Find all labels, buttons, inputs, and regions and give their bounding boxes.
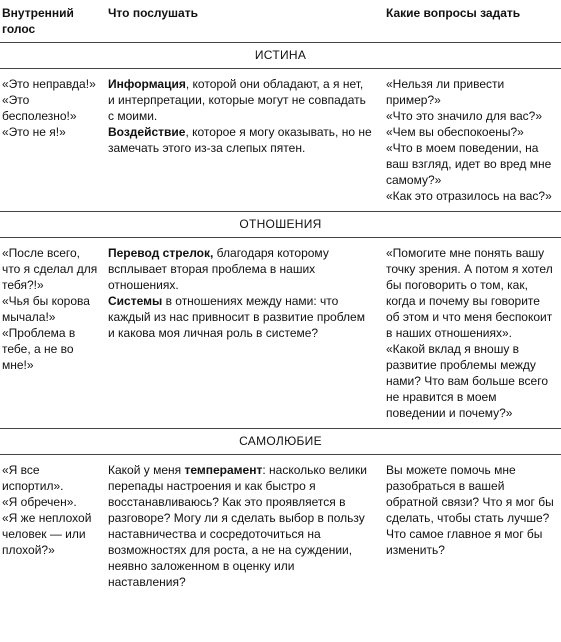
header-inner-voice: Внутренний голос [0, 0, 104, 43]
section-title-row-self-esteem [0, 429, 561, 455]
ask-question: Вы можете помочь мне разобраться в вашей обратной связи? Что я мог бы сделать, чтобы стать лучше? Что самое главное я мог бы изменить? [386, 463, 554, 557]
section-title-relationships: ОТНОШЕНИЯ [0, 212, 561, 238]
section-title-row-relationships [0, 212, 561, 238]
ask-question: «Как это отразилось на вас?» [386, 189, 552, 203]
ask-cell-self-esteem [380, 455, 561, 598]
inner-voice-quote: «После всего, что я сделал для тебя?!» [2, 246, 98, 292]
section-body-row-relationships [0, 238, 561, 429]
listen-cell-relationships [104, 238, 380, 429]
listen-text: , которой они обладают, а я нет, и интерпретации, которые могут не совпадать с моими. [108, 77, 366, 123]
section-title-self-esteem: САМОЛЮБИЕ [0, 429, 561, 455]
inner-voice-quote: «Я же неплохой человек — или плохой?» [2, 511, 92, 557]
inner-voice-quote: «Это не я!» [2, 125, 66, 139]
listen-keyword: Информация [108, 77, 186, 91]
ask-question: «Что в моем поведении, на ваш взгляд, идет во вред мне самому?» [386, 141, 552, 187]
ask-question: «Помогите мне понять вашу точку зрения. А потом я хотел бы поговорить о том, как, когда и почему вы говорите об этом и что меня беспокоит в наших отношениях». [386, 246, 553, 340]
ask-cell-relationships [380, 238, 561, 429]
listen-text-prefix: Какой у меня [108, 463, 185, 477]
inner-voice-quote: «Я обречен». [2, 495, 77, 509]
listen-paragraph [108, 462, 372, 590]
listen-keyword: Перевод стрелок, [108, 246, 214, 260]
listen-keyword: темперамент [184, 463, 263, 477]
header-what-to-ask: Какие вопросы задать [380, 0, 561, 43]
ask-question: «Чем вы обеспокоены?» [386, 125, 524, 139]
section-title-row-truth [0, 43, 561, 69]
inner-voice-quote: «Это неправда!» [2, 77, 96, 91]
listen-paragraph [108, 76, 372, 124]
inner-voice-quote: «Проблема в тебе, а не во мне!» [2, 326, 76, 372]
ask-question: «Что это значило для вас?» [386, 109, 543, 123]
listen-paragraph [108, 124, 372, 156]
listen-text: : насколько велики перепады настроения и как быстро я восстанавливаюсь? Как это проявляется в разговоре? Могу ли я сделать выбор в пользу наставничества и сосредоточиться на возможностях для роста, а не на суждении, неявно заложенном в оценку или наставления? [108, 463, 367, 589]
inner-voice-quote: «Я все испортил». [2, 463, 64, 493]
listen-text: благодаря которому всплывает вторая проблема в наших отношениях. [108, 246, 329, 292]
inner-voice-cell-self-esteem [0, 455, 104, 598]
listen-text: , которое я могу оказывать, но не замечать этого из-за слепых пятен. [108, 125, 372, 155]
listen-keyword: Системы [108, 294, 163, 308]
header-what-to-listen: Что послушать [104, 0, 380, 43]
listen-cell-truth [104, 69, 380, 212]
listen-cell-self-esteem [104, 455, 380, 598]
ask-cell-truth [380, 69, 561, 212]
section-body-row-self-esteem [0, 455, 561, 598]
inner-voice-cell-relationships [0, 238, 104, 429]
listen-text: в отношениях между нами: что каждый из нас привносит в развитие проблем и какова моя личная роль в системе? [108, 294, 365, 340]
listen-keyword: Воздействие [108, 125, 186, 139]
section-title-truth: ИСТИНА [0, 43, 561, 69]
listen-paragraph [108, 245, 372, 293]
section-body-row-truth [0, 69, 561, 212]
ask-question: «Какой вклад я вношу в развитие проблемы между нами? Что вам больше всего не нравится в моем поведении и почему?» [386, 342, 548, 420]
inner-voice-quote: «Это бесполезно!» [2, 93, 77, 123]
listen-paragraph [108, 293, 372, 341]
ask-question: «Нельзя ли привести пример?» [386, 77, 505, 107]
inner-voice-cell-truth [0, 69, 104, 212]
inner-voice-quote: «Чья бы корова мычала!» [2, 294, 90, 324]
table-header-row [0, 0, 561, 43]
